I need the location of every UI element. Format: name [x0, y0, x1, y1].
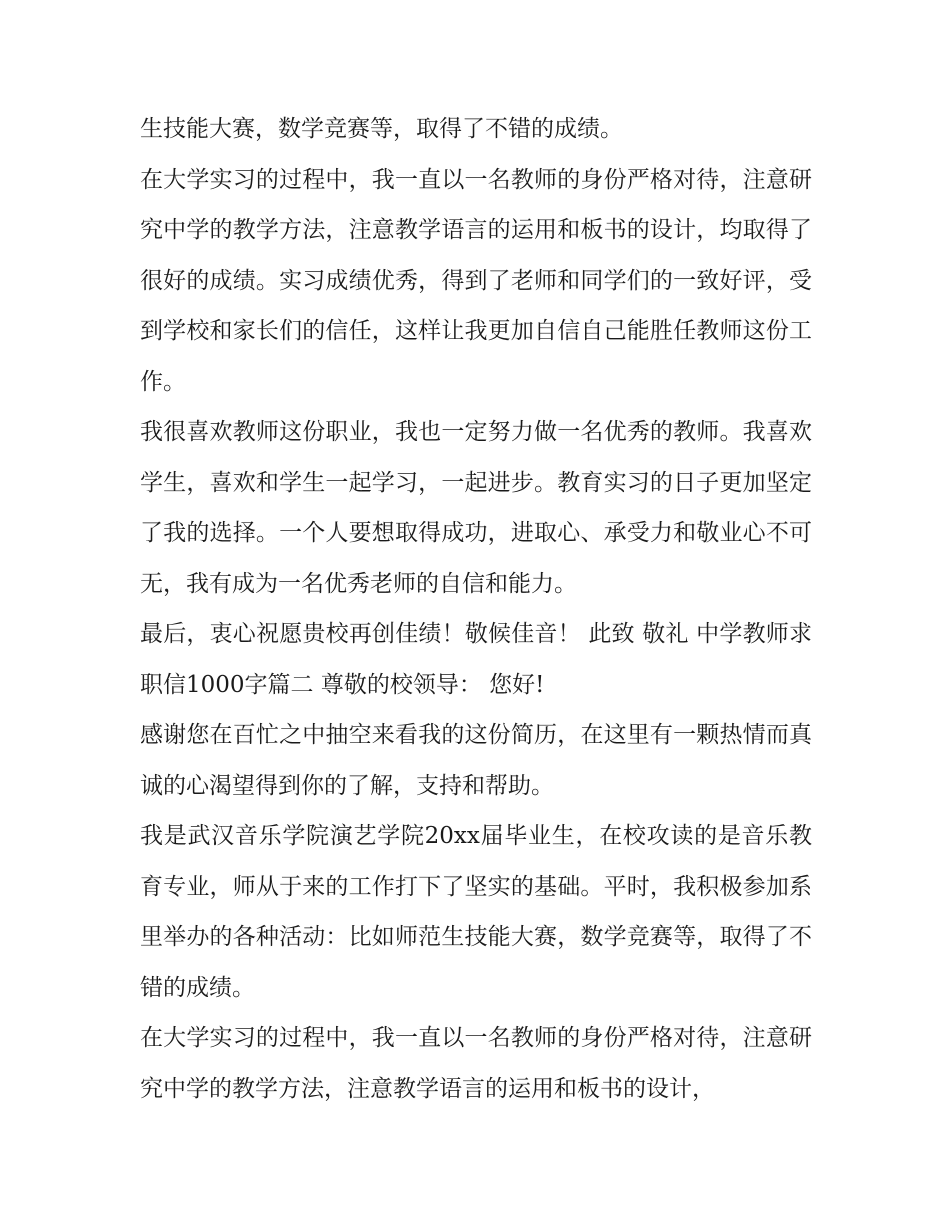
- paragraph: 在大学实习的过程中，我一直以一名教师的身份严格对待，注意研究中学的教学方法，注意教学语言的运用和板书的设计，: [140, 1025, 812, 1102]
- document-page: [140, 104, 812, 1114]
- paragraph: 我很喜欢教师这份职业，我也一定努力做一名优秀的教师。我喜欢学生，喜欢和学生一起学习，一起进步。教育实习的日子更加坚定了我的选择。一个人要想取得成功，进取心、承受力和敬业心不可无，我有成为一名优秀老师的自信和能力。: [140, 419, 812, 597]
- paragraph: 我是武汉音乐学院演艺学院20xx届毕业生，在校攻读的是音乐教育专业，师从于来的工作打下了坚实的基础。平时，我积极参加系里举办的各种活动：比如师范生技能大赛，数学竞赛等，取得了不错的成绩。: [140, 823, 812, 1001]
- paragraph: 感谢您在百忙之中抽空来看我的这份简历，在这里有一颗热情而真诚的心渴望得到你的了解，支持和帮助。: [140, 722, 812, 799]
- paragraph: 生技能大赛，数学竞赛等，取得了不错的成绩。: [140, 116, 623, 142]
- paragraph: 最后，衷心祝愿贵校再创佳绩！敬候佳音！ 此致 敬礼 中学教师求职信1000字篇二 尊敬的校领导： 您好!: [140, 621, 812, 698]
- paragraph: 在大学实习的过程中，我一直以一名教师的身份严格对待，注意研究中学的教学方法，注意教学语言的运用和板书的设计，均取得了很好的成绩。实习成绩优秀，得到了老师和同学们的一致好评，受到学校和家长们的信任，这样让我更加自信自己能胜任教师这份工作。: [140, 166, 812, 395]
